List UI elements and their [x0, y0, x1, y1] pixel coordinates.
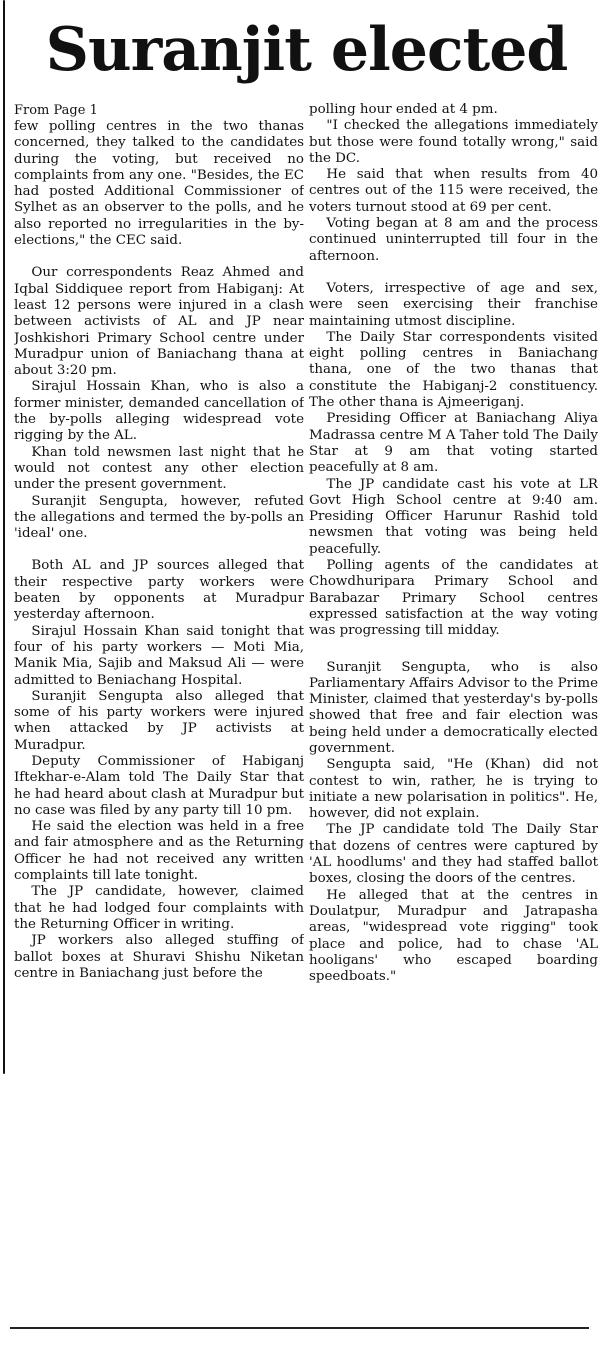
article-paragraph: Suranjit Sengupta, however, refuted the allegations and termed the by-polls an 'ideal' one.: [14, 493, 304, 542]
article-paragraph: Both AL and JP sources alleged that their respective party workers were beaten by opponents at Muradpur yesterday afternoon.: [14, 558, 304, 623]
article-paragraph: "I checked the allegations immediately but those were found totally wrong," said the DC.: [309, 118, 598, 166]
article-paragraph: Sirajul Hossain Khan said tonight that four of his party workers — Moti Mia, Manik Mia, Sajib and Maksud Ali — were admitted to Beniachang Hospital.: [14, 623, 304, 688]
article-column-left: [14, 102, 304, 1324]
article-paragraph: He alleged that at the centres in Doulatpur, Muradpur and Jatrapasha areas, "widespread vote rigging" took place and police, had to chase 'AL hooligans' who escaped boarding speedboats.": [309, 887, 598, 985]
article-paragraph: Suranjit Sengupta also alleged that some of his party workers were injured when attacked by JP activists at Muradpur.: [14, 688, 304, 753]
article-paragraph: Presiding Officer at Baniachang Aliya Madrassa centre M A Taher told The Daily Star at 9 am that voting started peacefully at 8 am.: [309, 411, 598, 476]
article-paragraph: Polling agents of the candidates at Chowdhuripara Primary School and Barabazar Primary School centres expressed satisfaction at the way voting was progressing till midday.: [309, 558, 598, 639]
article-paragraph: Khan told newsmen last night that he would not contest any other election under the present government.: [14, 444, 304, 493]
article-column-right: [309, 102, 598, 1324]
article-paragraph: The JP candidate told The Daily Star that dozens of centres were captured by 'AL hoodlums' and they had staffed ballot boxes, closing the doors of the centres.: [309, 822, 598, 887]
bottom-rule: [10, 1327, 589, 1329]
article-paragraph: polling hour ended at 4 pm.: [309, 102, 498, 117]
article-paragraph: Deputy Commissioner of Habiganj Iftekhar-e-Alam told The Daily Star that he had heard about clash at Muradpur but no case was filed by any party till 10 pm.: [14, 753, 304, 818]
headline: Suranjit elected: [45, 15, 568, 85]
article-paragraph: Sengupta said, "He (Khan) did not contest to win, rather, he is trying to initiate a new polarisation in politics". He, however, did not explain.: [309, 757, 598, 822]
article-paragraph: JP workers also alleged stuffing of ballot boxes at Shuravi Shishu Niketan centre in Baniachang just before the: [14, 933, 304, 981]
article-paragraph: Voters, irrespective of age and sex, were seen exercising their franchise maintaining utmost discipline.: [309, 280, 598, 329]
article-paragraph: The JP candidate, however, claimed that he had lodged four complaints with the Returning Officer in writing.: [14, 884, 304, 932]
article-paragraph: Sirajul Hossain Khan, who is also a former minister, demanded cancellation of the by-polls alleging widespread vote rigging by the AL.: [14, 379, 304, 444]
article-paragraph: Suranjit Sengupta, who is also Parliamentary Affairs Advisor to the Prime Minister, claimed that yesterday's by-polls showed that free and fair election was being held under a democratically elected government.: [309, 659, 598, 756]
continuation-marker: From Page 1: [14, 103, 98, 118]
article-paragraph: The Daily Star correspondents visited eight polling centres in Baniachang thana, one of the two thanas that constitute the Habiganj-2 constituency. The other thana is Ajmeeriganj.: [309, 329, 598, 411]
article-paragraph: few polling centres in the two thanas concerned, they talked to the candidates during the voting, but received no complaints from any one. "Besides, the EC had posted Additional Commissioner of Sylhet as an observer to the polls, and he also reported no irregularities in the by-elections," the CEC said.: [14, 119, 304, 249]
article-paragraph: Our correspondents Reaz Ahmed and Iqbal Siddiquee report from Habiganj: At least 12 persons were injured in a clash between activists of AL and JP near Joshkishori Primary School centre under Muradpur union of Baniachang thana at about 3:20 pm.: [14, 265, 304, 379]
article-paragraph: Voting began at 8 am and the process continued uninterrupted till four in the afternoon.: [309, 216, 598, 264]
article-paragraph: He said that when results from 40 centres out of the 115 were received, the voters turnout stood at 69 per cent.: [309, 167, 598, 215]
article-paragraph: The JP candidate cast his vote at LR Govt High School centre at 9:40 am. Presiding Officer Harunur Rashid told newsmen that voting was being held peacefully.: [309, 476, 598, 557]
left-border-rule: [3, 0, 5, 1074]
article-paragraph: He said the election was held in a free and fair atmosphere and as the Returning Officer he had not received any written complaints till late tonight.: [14, 819, 304, 884]
